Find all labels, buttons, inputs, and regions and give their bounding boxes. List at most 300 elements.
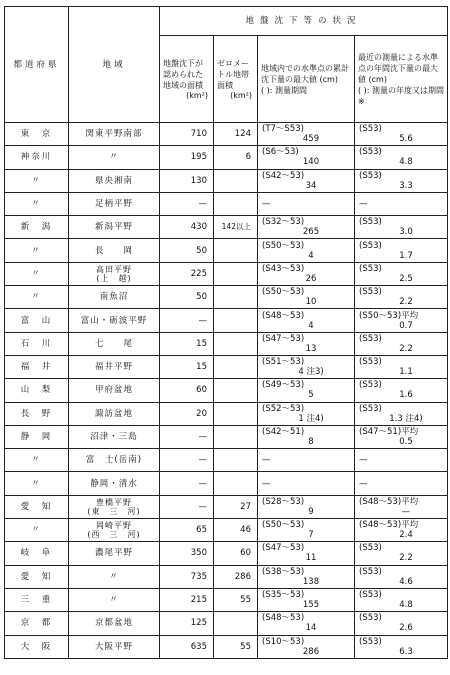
table-row (5, 332, 448, 355)
subsided-area-value: 430 (190, 222, 207, 233)
cell-prefecture (5, 192, 69, 215)
cell-cumulative (258, 542, 355, 565)
area-text: 〃 (109, 595, 119, 606)
subsided-area-value: 350 (190, 548, 207, 559)
recent-max-period: — (359, 478, 368, 489)
cumulative-period: (S49〜53) (262, 380, 305, 391)
cell-prefecture (5, 519, 69, 542)
recent-max-period: (S48〜53)平均 (359, 496, 419, 507)
cumulative-value: 265 (302, 227, 320, 238)
cell-prefecture (5, 449, 69, 472)
recent-max-value: 1.3 注4) (389, 413, 423, 424)
cumulative-period: (S43〜53) (262, 263, 305, 274)
recent-max-value: 4.6 (399, 576, 413, 587)
header-area: 地域 (69, 7, 160, 123)
cell-zero-meter (214, 612, 258, 635)
table-row (5, 262, 448, 285)
cumulative-value: 14 (305, 623, 317, 634)
cell-cumulative (258, 262, 355, 285)
cell-zero-meter (214, 519, 258, 542)
header-recent-max (355, 36, 448, 123)
cell-zero-meter (214, 355, 258, 378)
prefecture-text: 〃 (31, 199, 42, 210)
recent-max-period: (S47〜51)平均 (359, 427, 419, 437)
cell-subsided-area (160, 519, 214, 542)
cell-area (69, 239, 160, 262)
area-text: 大阪平野 (94, 641, 133, 652)
recent-max-value: 2.6 (399, 623, 413, 634)
cell-recent-max (355, 355, 448, 378)
cell-prefecture (5, 146, 69, 169)
cumulative-period: (S51〜53) (262, 357, 305, 368)
cell-area (69, 588, 160, 611)
header-zero-meter-unit: (km²) (230, 90, 252, 100)
cell-cumulative (258, 379, 355, 402)
cell-prefecture (5, 262, 69, 285)
recent-max-period: (S53) (359, 287, 382, 298)
recent-max-value: 4.8 (399, 157, 413, 168)
recent-max-period: — (359, 199, 368, 210)
cell-area (69, 472, 160, 495)
cumulative-period: (S52〜53) (262, 403, 305, 414)
cell-area (69, 495, 160, 518)
cell-area (69, 309, 160, 332)
cell-subsided-area (160, 612, 214, 635)
area-text: 京都盆地 (94, 618, 133, 629)
prefecture-text: 愛 知 (20, 501, 53, 512)
cell-zero-meter (214, 146, 258, 169)
zero-meter-value: 46 (240, 525, 251, 536)
cumulative-period: (S50〜53) (262, 520, 305, 531)
prefecture-text: 大 阪 (20, 641, 53, 652)
cell-cumulative (258, 286, 355, 309)
subsided-area-value: — (198, 478, 207, 489)
header-zero-meter-label: ゼロメートル地帯面積 (217, 58, 249, 90)
zero-meter-value: 286 (234, 571, 251, 582)
header-cumulative-note: ( ): 測量期間 (261, 85, 308, 95)
cell-cumulative (258, 588, 355, 611)
area-text: 甲府盆地 (94, 385, 133, 396)
cell-zero-meter (214, 588, 258, 611)
recent-max-period: (S53) (359, 543, 382, 554)
cumulative-period: (S28〜53) (262, 496, 305, 507)
cell-recent-max (355, 332, 448, 355)
cell-prefecture (5, 309, 69, 332)
cell-subsided-area (160, 146, 214, 169)
cell-area (69, 146, 160, 169)
prefecture-text: 〃 (31, 175, 42, 186)
cell-zero-meter (214, 542, 258, 565)
cell-subsided-area (160, 449, 214, 472)
subsided-area-value: 195 (190, 152, 207, 163)
header-zero-meter (214, 36, 258, 123)
recent-max-value: 6.3 (399, 646, 413, 657)
cell-area (69, 286, 160, 309)
cell-prefecture (5, 216, 69, 239)
cell-recent-max (355, 309, 448, 332)
table-row (5, 169, 448, 192)
recent-max-period: (S53) (359, 380, 382, 391)
cell-cumulative (258, 239, 355, 262)
table-row (5, 495, 448, 518)
header-subsided-area-label: 地盤沈下が認められた地域の面積 (163, 58, 203, 90)
cell-zero-meter (214, 123, 258, 146)
cumulative-value: 11 (305, 553, 317, 564)
recent-max-value: 1.7 (399, 250, 413, 261)
cumulative-period: (T7〜S53) (262, 124, 304, 135)
land-subsidence-table (4, 6, 448, 659)
subsided-area-value: 15 (196, 338, 207, 349)
prefecture-text: 富 山 (20, 315, 53, 326)
table-row (5, 542, 448, 565)
cumulative-value: 138 (302, 576, 320, 587)
cell-prefecture (5, 286, 69, 309)
cumulative-period: (S48〜53) (262, 310, 305, 321)
cumulative-period: (S42〜53) (262, 170, 305, 181)
cell-cumulative (258, 449, 355, 472)
subsided-area-value: 50 (196, 292, 207, 303)
recent-max-value: 2.2 (399, 553, 413, 564)
recent-max-period: (S53) (359, 240, 382, 251)
cell-recent-max (355, 402, 448, 425)
cell-cumulative (258, 612, 355, 635)
cell-subsided-area (160, 379, 214, 402)
prefecture-text: 新 潟 (20, 222, 53, 233)
header-subsided-area (160, 36, 214, 123)
cell-subsided-area (160, 565, 214, 588)
subsided-area-value: 50 (196, 245, 207, 256)
cell-subsided-area (160, 169, 214, 192)
subsided-area-value: 15 (196, 362, 207, 373)
table-row (5, 192, 448, 215)
cell-zero-meter (214, 286, 258, 309)
recent-max-value: 2.5 (399, 273, 413, 284)
cell-recent-max (355, 425, 448, 448)
cell-recent-max (355, 123, 448, 146)
header-prefecture: 都道府県 (5, 7, 69, 123)
cumulative-period: (S48〜53) (262, 613, 305, 624)
cell-zero-meter (214, 332, 258, 355)
cell-zero-meter (214, 402, 258, 425)
recent-max-value: 5.6 (399, 134, 413, 145)
prefecture-text: 静 岡 (20, 432, 53, 442)
cell-area (69, 332, 160, 355)
area-text: 長 岡 (94, 245, 133, 256)
subsided-area-value: 65 (196, 525, 207, 536)
table-row (5, 146, 448, 169)
cumulative-period: (S50〜53) (262, 287, 305, 298)
prefecture-text: 東 京 (20, 129, 53, 140)
prefecture-text: 愛 知 (20, 571, 53, 582)
prefecture-text: 山 梨 (20, 385, 53, 396)
cumulative-period: (S47〜53) (262, 543, 305, 554)
cumulative-value: 8 (308, 437, 314, 447)
cell-area (69, 542, 160, 565)
cell-subsided-area (160, 332, 214, 355)
cell-area (69, 425, 160, 448)
recent-max-value: 1.6 (399, 390, 413, 401)
cumulative-value: 7 (308, 530, 314, 541)
cell-zero-meter (214, 192, 258, 215)
cell-area (69, 402, 160, 425)
cell-zero-meter (214, 472, 258, 495)
cell-subsided-area (160, 495, 214, 518)
recent-max-value: 0.5 (399, 437, 413, 447)
cell-recent-max (355, 495, 448, 518)
table-row (5, 449, 448, 472)
zero-meter-value: 6 (245, 152, 251, 163)
prefecture-text: 岐 阜 (20, 548, 53, 559)
cell-prefecture (5, 542, 69, 565)
cumulative-value: 4 (308, 250, 314, 261)
recent-max-period: (S53) (359, 124, 382, 135)
cell-prefecture (5, 565, 69, 588)
cumulative-value: 4 注3) (298, 367, 324, 378)
cell-prefecture (5, 472, 69, 495)
cell-subsided-area (160, 402, 214, 425)
cell-subsided-area (160, 588, 214, 611)
prefecture-text: 神奈川 (20, 152, 53, 163)
cell-zero-meter (214, 379, 258, 402)
cumulative-value: 26 (305, 273, 317, 284)
recent-max-period: (S48〜53)平均 (359, 520, 419, 531)
header-cumulative (258, 36, 355, 123)
table-row (5, 123, 448, 146)
area-text: 南魚沼 (99, 292, 129, 303)
cell-subsided-area (160, 286, 214, 309)
cell-subsided-area (160, 216, 214, 239)
area-text: 諏訪盆地 (94, 408, 133, 419)
table-row (5, 425, 448, 448)
cell-recent-max (355, 588, 448, 611)
subsided-area-value: 710 (190, 129, 207, 140)
recent-max-value: 3.3 (399, 180, 413, 191)
cell-area (69, 519, 160, 542)
cumulative-period: (S38〜53) (262, 566, 305, 577)
recent-max-period: (S53) (359, 566, 382, 577)
cell-recent-max (355, 216, 448, 239)
cell-prefecture (5, 123, 69, 146)
subsided-area-value: 215 (190, 595, 207, 606)
cell-recent-max (355, 146, 448, 169)
cell-recent-max (355, 169, 448, 192)
area-text: 富山・砺波平野 (80, 315, 148, 326)
cell-recent-max (355, 565, 448, 588)
cell-subsided-area (160, 239, 214, 262)
cell-recent-max (355, 472, 448, 495)
cell-cumulative (258, 635, 355, 658)
cell-recent-max (355, 519, 448, 542)
cumulative-value: 1 注4) (298, 413, 324, 424)
table-row (5, 635, 448, 658)
area-subtext: (上 越) (96, 273, 132, 283)
zero-meter-value: 142以上 (221, 222, 251, 232)
area-text: 県央湘南 (94, 175, 133, 186)
header-recent-max-note: ( ): 測量の年度又は期間※ (358, 85, 445, 106)
header-cumulative-label: 地域内での水準点の累計沈下量の最大値 (cm) (261, 63, 349, 84)
subsided-area-value: — (198, 501, 207, 512)
area-text: 豊橋平野 (96, 497, 132, 507)
cell-subsided-area (160, 309, 214, 332)
area-text: 沼津・三島 (90, 432, 138, 442)
prefecture-text: 福 井 (20, 362, 53, 373)
subsided-area-value: — (198, 199, 207, 210)
cell-subsided-area (160, 542, 214, 565)
cumulative-period: (S6〜53) (262, 147, 299, 158)
cell-cumulative (258, 146, 355, 169)
cell-zero-meter (214, 239, 258, 262)
recent-max-period: (S53) (359, 147, 382, 158)
cell-cumulative (258, 565, 355, 588)
area-text: 高田平野 (96, 264, 132, 274)
cell-area (69, 216, 160, 239)
subsided-area-value: 635 (190, 641, 207, 652)
cumulative-value: 140 (302, 157, 320, 168)
cumulative-period: (S42〜51) (262, 427, 305, 437)
cell-cumulative (258, 169, 355, 192)
subsided-area-value: 60 (196, 385, 207, 396)
prefecture-text: 〃 (31, 455, 42, 466)
zero-meter-value: 55 (240, 595, 251, 606)
cell-prefecture (5, 495, 69, 518)
table-row (5, 379, 448, 402)
subsided-area-value: 735 (190, 571, 207, 582)
cell-zero-meter (214, 262, 258, 285)
subsided-area-value: 20 (196, 408, 207, 419)
prefecture-text: 〃 (31, 478, 42, 489)
cumulative-value: 459 (302, 134, 320, 145)
cell-recent-max (355, 262, 448, 285)
cell-subsided-area (160, 425, 214, 448)
cell-zero-meter (214, 309, 258, 332)
prefecture-text: 〃 (31, 525, 42, 536)
area-text: 足柄平野 (94, 199, 133, 210)
cell-area (69, 449, 160, 472)
recent-max-value: — (401, 506, 411, 517)
cell-area (69, 612, 160, 635)
table-row (5, 239, 448, 262)
subsided-area-value: — (198, 455, 207, 466)
recent-max-period: (S53) (359, 636, 382, 647)
cell-zero-meter (214, 449, 258, 472)
cell-prefecture (5, 332, 69, 355)
cell-cumulative (258, 402, 355, 425)
area-text: 岡崎平野 (96, 521, 132, 531)
recent-max-value: 0.7 (399, 320, 413, 331)
recent-max-period: (S53) (359, 333, 382, 344)
table-row (5, 565, 448, 588)
area-text: 七 尾 (94, 338, 133, 349)
cell-subsided-area (160, 262, 214, 285)
area-text: 静岡・清水 (90, 478, 138, 489)
cumulative-value: 5 (308, 390, 314, 401)
cell-cumulative (258, 425, 355, 448)
cumulative-period: (S32〜53) (262, 217, 305, 228)
cell-cumulative (258, 309, 355, 332)
cell-prefecture (5, 355, 69, 378)
cell-prefecture (5, 425, 69, 448)
cell-zero-meter (214, 216, 258, 239)
cell-prefecture (5, 169, 69, 192)
cell-recent-max (355, 286, 448, 309)
cumulative-value: 286 (302, 646, 320, 657)
table-row (5, 355, 448, 378)
table-row (5, 612, 448, 635)
cumulative-value: 34 (305, 180, 317, 191)
cell-zero-meter (214, 635, 258, 658)
prefecture-text: 〃 (31, 268, 42, 279)
recent-max-value: 3.0 (399, 227, 413, 238)
cell-zero-meter (214, 565, 258, 588)
recent-max-period: (S53) (359, 613, 382, 624)
table-row (5, 519, 448, 542)
header-subsided-area-unit: (km²) (186, 90, 208, 100)
cell-cumulative (258, 355, 355, 378)
cumulative-value: 155 (302, 600, 320, 611)
recent-max-period: (S53) (359, 403, 382, 414)
cell-cumulative (258, 495, 355, 518)
table-row (5, 216, 448, 239)
cell-cumulative (258, 216, 355, 239)
cell-recent-max (355, 612, 448, 635)
cell-subsided-area (160, 192, 214, 215)
area-text: 〃 (109, 152, 119, 163)
cell-area (69, 635, 160, 658)
cell-zero-meter (214, 425, 258, 448)
zero-meter-value: 124 (234, 129, 251, 140)
area-text: 〃 (109, 571, 119, 582)
cell-area (69, 355, 160, 378)
cumulative-period: (S50〜53) (262, 240, 305, 251)
subsided-area-value: — (198, 432, 207, 442)
zero-meter-value: 27 (240, 501, 251, 512)
recent-max-period: (S53) (359, 170, 382, 181)
cell-area (69, 123, 160, 146)
recent-max-period: — (359, 455, 368, 466)
cell-area (69, 169, 160, 192)
subsided-area-value: 225 (190, 268, 207, 279)
area-text: 関東平野南部 (85, 129, 143, 140)
area-text: 新潟平野 (94, 222, 133, 233)
table-row (5, 286, 448, 309)
cumulative-period: — (262, 199, 271, 210)
area-text: 富 士(岳南) (85, 455, 143, 466)
cell-prefecture (5, 635, 69, 658)
prefecture-text: 〃 (31, 292, 42, 303)
cell-recent-max (355, 635, 448, 658)
recent-max-value: 2.4 (399, 530, 413, 541)
cumulative-value: 13 (305, 343, 317, 354)
cell-area (69, 565, 160, 588)
cell-subsided-area (160, 123, 214, 146)
recent-max-value: 1.1 (399, 367, 413, 378)
recent-max-period: (S53) (359, 263, 382, 274)
area-text: 福井平野 (94, 362, 133, 373)
recent-max-period: (S53) (359, 217, 382, 228)
header-group-title: 地盤沈下等の状況 (160, 7, 448, 36)
cell-zero-meter (214, 169, 258, 192)
subsided-area-value: — (198, 315, 207, 326)
cell-cumulative (258, 472, 355, 495)
cell-cumulative (258, 192, 355, 215)
prefecture-text: 三 重 (20, 595, 53, 606)
cell-cumulative (258, 332, 355, 355)
recent-max-period: (S53) (359, 357, 382, 368)
cell-subsided-area (160, 472, 214, 495)
area-text: 濃尾平野 (94, 548, 133, 559)
cumulative-period: — (262, 455, 271, 466)
recent-max-value: 4.8 (399, 600, 413, 611)
